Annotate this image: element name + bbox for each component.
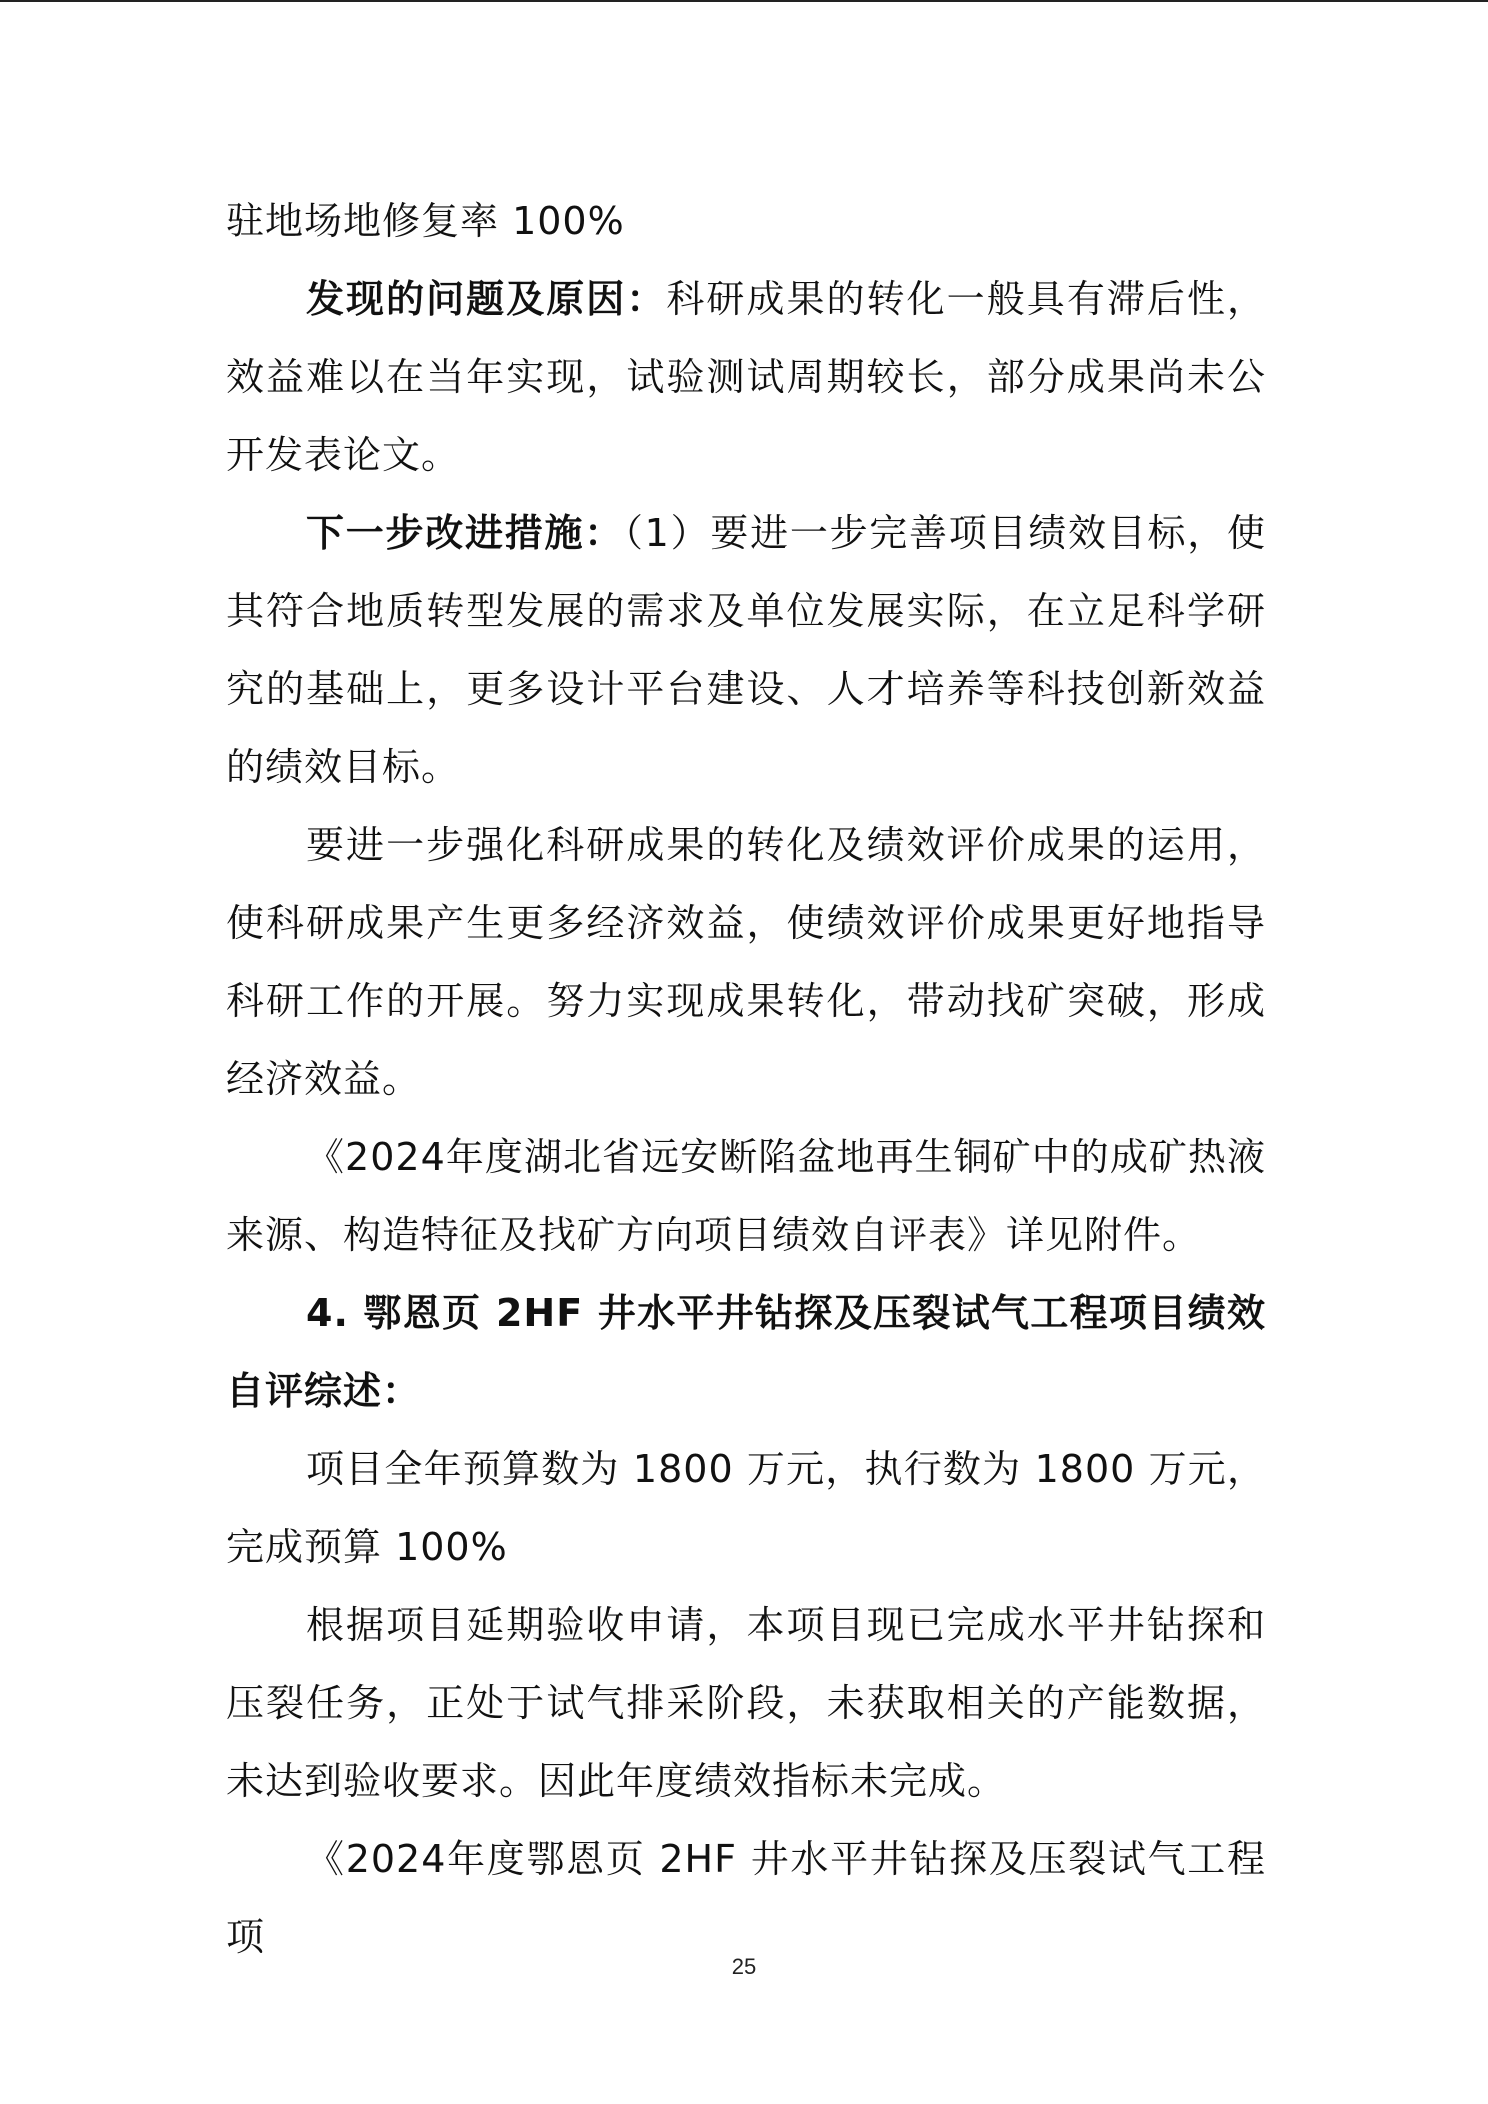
paragraph-text: 项目全年预算数为 1800 万元，执行数为 1800 万元，完成预算 100% xyxy=(226,1447,1266,1569)
paragraph-lead: 下一步改进措施： xyxy=(306,511,624,555)
paragraph-text: 要进一步强化科研成果的转化及绩效评价成果的运用，使科研成果产生更多经济效益，使绩效评价成果更好地指导科研工作的开展。努力实现成果转化，带动找矿突破，形成经济效益。 xyxy=(226,823,1266,1101)
paragraph-text: 根据项目延期验收申请，本项目现已完成水平井钻探和压裂任务，正处于试气排采阶段，未获取相关的产能数据，未达到验收要求。因此年度绩效指标未完成。 xyxy=(226,1603,1266,1803)
page-top-border xyxy=(0,0,1488,2)
paragraph-budget xyxy=(226,1430,1266,1586)
document-body xyxy=(226,182,1266,1976)
paragraph-site-repair-rate xyxy=(226,182,1266,260)
page-number: 25 xyxy=(731,1954,757,1979)
paragraph-text: （1）要进一步完善项目绩效目标，使其符合地质转型发展的需求及单位发展实际，在立足科学研究的基础上，更多设计平台建设、人才培养等科技创新效益的绩效目标。 xyxy=(226,511,1266,789)
paragraph-strengthen-transformation xyxy=(226,806,1266,1118)
paragraph-problems-causes xyxy=(226,260,1266,494)
paragraph-attachment-reference-1 xyxy=(226,1118,1266,1274)
paragraph-text: 《2024年度湖北省远安断陷盆地再生铜矿中的成矿热液来源、构造特征及找矿方向项目绩效自评表》详见附件。 xyxy=(226,1135,1266,1257)
paragraph-text: 《2024年度鄂恩页 2HF 井水平井钻探及压裂试气工程项 xyxy=(226,1837,1266,1959)
paragraph-attachment-reference-2 xyxy=(226,1820,1266,1976)
section-heading-4 xyxy=(226,1274,1266,1430)
paragraph-text: 驻地场地修复率 100% xyxy=(226,199,625,243)
paragraph-acceptance-status xyxy=(226,1586,1266,1820)
section-heading-text: 4. 鄂恩页 2HF 井水平井钻探及压裂试气工程项目绩效自评综述： xyxy=(226,1291,1266,1413)
paragraph-next-steps xyxy=(226,494,1266,806)
paragraph-text: 科研成果的转化一般具有滞后性，效益难以在当年实现，试验测试周期较长，部分成果尚未公开发表论文。 xyxy=(226,277,1266,477)
paragraph-lead: 发现的问题及原因： xyxy=(306,277,667,321)
